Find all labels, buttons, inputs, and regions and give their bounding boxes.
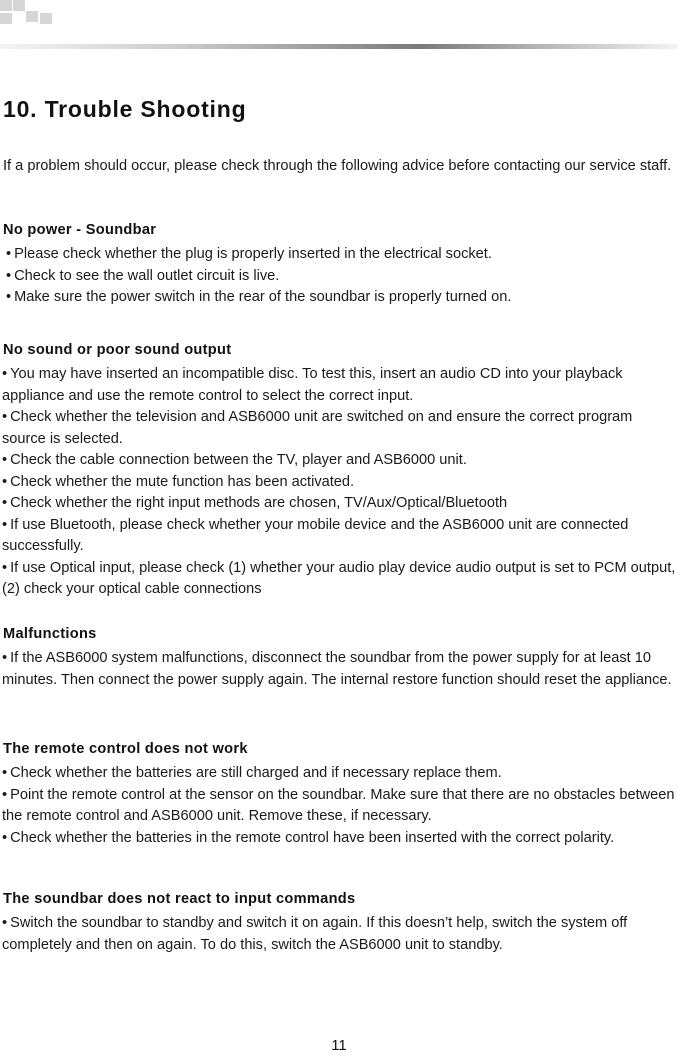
bullet-icon: • bbox=[2, 473, 8, 490]
list-item bbox=[0, 364, 678, 407]
bullet-icon: • bbox=[2, 829, 8, 846]
bullet-icon: • bbox=[2, 366, 8, 382]
list-item bbox=[0, 558, 678, 601]
bullet-icon: • bbox=[6, 289, 12, 305]
section-remote-control bbox=[0, 738, 678, 849]
page-number: 11 bbox=[331, 1037, 347, 1054]
section-heading: No power - Soundbar bbox=[3, 222, 157, 238]
list-item bbox=[0, 450, 678, 472]
list-item-text: If use Bluetooth, please check whether your mobile device and the ASB6000 unit are connected successfully. bbox=[2, 516, 629, 554]
bullet-list bbox=[0, 244, 678, 309]
page-title: 10. Trouble Shooting bbox=[3, 96, 247, 122]
list-item-text: You may have inserted an incompatible disc. To test this, insert an audio CD into your playback appliance and use the remote control to select the correct input. bbox=[2, 366, 623, 404]
list-item-text: Check whether the batteries are still charged and if necessary replace them. bbox=[10, 765, 502, 781]
section-input-commands bbox=[0, 888, 678, 956]
list-item-text: Check the cable connection between the TV, player and ASB6000 unit. bbox=[10, 452, 467, 468]
bullet-icon: • bbox=[2, 915, 8, 931]
list-item-text: If use Optical input, please check (1) whether your audio play device audio output is set to PCM output, (2) check your optical cable connections bbox=[2, 559, 676, 597]
bullet-icon: • bbox=[2, 559, 8, 576]
bullet-list bbox=[0, 364, 678, 601]
list-item-text: If the ASB6000 system malfunctions, disconnect the soundbar from the power supply for at least 10 minutes. Then connect the power supply again. The internal restore function should reset the appliance. bbox=[2, 650, 672, 688]
list-item bbox=[0, 287, 678, 309]
bullet-list bbox=[0, 763, 678, 849]
section-heading: The remote control does not work bbox=[3, 741, 248, 757]
bullet-icon: • bbox=[2, 495, 8, 511]
list-item bbox=[0, 828, 678, 850]
list-item-text: Make sure the power switch in the rear of the soundbar is properly turned on. bbox=[14, 289, 512, 305]
list-item-text: Check to see the wall outlet circuit is live. bbox=[14, 267, 280, 284]
list-item bbox=[0, 472, 678, 494]
bullet-icon: • bbox=[2, 650, 8, 666]
bullet-icon: • bbox=[2, 409, 8, 425]
list-item-text: Check whether the television and ASB6000 unit are switched on and ensure the correct program source is selected. bbox=[2, 409, 633, 447]
list-item-text: Check whether the right input methods are chosen, TV/Aux/Optical/Bluetooth bbox=[10, 495, 508, 511]
intro-paragraph: If a problem should occur, please check through the following advice before contacting our service staff. bbox=[3, 158, 672, 174]
bullet-list bbox=[0, 648, 678, 691]
list-item bbox=[0, 407, 678, 450]
section-heading: Malfunctions bbox=[3, 626, 97, 642]
section-heading: The soundbar does not react to input commands bbox=[3, 891, 356, 907]
bullet-icon: • bbox=[6, 267, 12, 284]
list-item bbox=[0, 648, 678, 691]
list-item bbox=[0, 913, 678, 956]
list-item-text: Check whether the batteries in the remote control have been inserted with the correct polarity. bbox=[10, 829, 615, 846]
bullet-icon: • bbox=[6, 246, 12, 262]
list-item-text: Check whether the mute function has been activated. bbox=[10, 473, 355, 490]
bullet-icon: • bbox=[2, 765, 8, 781]
section-malfunctions bbox=[0, 623, 678, 691]
list-item-text: Point the remote control at the sensor on the soundbar. Make sure that there are no obstacles between the remote control and ASB6000 unit. Remove these, if necessary. bbox=[2, 786, 675, 824]
list-item-text: Please check whether the plug is properly inserted in the electrical socket. bbox=[14, 246, 492, 262]
list-item bbox=[0, 244, 678, 266]
list-item bbox=[0, 785, 678, 828]
list-item bbox=[0, 266, 678, 288]
bullet-list bbox=[0, 913, 678, 956]
list-item bbox=[0, 515, 678, 558]
bullet-icon: • bbox=[2, 786, 8, 803]
corner-decoration bbox=[0, 0, 60, 28]
bullet-icon: • bbox=[2, 516, 8, 533]
section-heading: No sound or poor sound output bbox=[3, 342, 232, 358]
header-rule bbox=[0, 44, 678, 49]
list-item-text: Switch the soundbar to standby and switch it on again. If this doesn’t help, switch the system off completely and then on again. To do this, switch the ASB6000 unit to standby. bbox=[2, 915, 628, 953]
bullet-icon: • bbox=[2, 452, 8, 468]
list-item bbox=[0, 763, 678, 785]
section-no-sound bbox=[0, 339, 678, 601]
list-item bbox=[0, 493, 678, 515]
section-no-power bbox=[0, 219, 678, 309]
